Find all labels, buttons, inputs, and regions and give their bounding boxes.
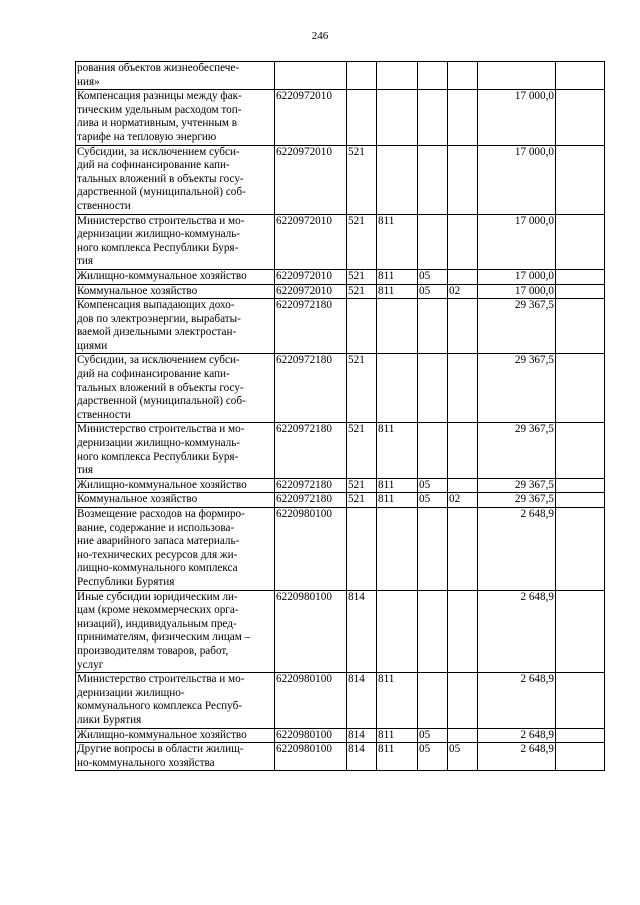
subsection-cell bbox=[448, 354, 478, 423]
section-cell bbox=[418, 214, 448, 269]
ministry-code-cell: 811 bbox=[377, 478, 418, 493]
expense-type-cell bbox=[347, 508, 377, 591]
expense-type-cell bbox=[347, 90, 377, 145]
expense-type-cell: 521 bbox=[347, 284, 377, 299]
expense-type-cell: 814 bbox=[347, 743, 377, 771]
amount-cell: 17 000,0 bbox=[478, 90, 556, 145]
ministry-code-cell: 811 bbox=[377, 269, 418, 284]
table-row bbox=[76, 493, 605, 508]
table-row bbox=[76, 590, 605, 673]
row-name-cell: Компенсация выпадающих дохо- дов по электроэнергии, вырабаты- ваемой дизельными электростан- циями bbox=[76, 299, 275, 354]
section-cell bbox=[418, 299, 448, 354]
row-name-cell: Министерство строительства и мо- дернизации жилищно-коммуналь- ного комплекса Республики Буря- тия bbox=[76, 214, 275, 269]
subsection-cell bbox=[448, 62, 478, 90]
amount-cell: 2 648,9 bbox=[478, 508, 556, 591]
target-code-cell: 6220972180 bbox=[275, 354, 347, 423]
table-row bbox=[76, 423, 605, 478]
ministry-code-cell: 811 bbox=[377, 423, 418, 478]
target-code-cell: 6220972180 bbox=[275, 423, 347, 478]
subsection-cell bbox=[448, 269, 478, 284]
extra-cell bbox=[556, 590, 605, 673]
subsection-cell bbox=[448, 145, 478, 214]
section-cell bbox=[418, 90, 448, 145]
ministry-code-cell bbox=[377, 590, 418, 673]
row-name-cell: Другие вопросы в области жилищ- но-коммунального хозяйства bbox=[76, 743, 275, 771]
table-row bbox=[76, 269, 605, 284]
target-code-cell: 6220972010 bbox=[275, 284, 347, 299]
subsection-cell bbox=[448, 508, 478, 591]
target-code-cell: 6220980100 bbox=[275, 743, 347, 771]
subsection-cell bbox=[448, 478, 478, 493]
target-code-cell: 6220972180 bbox=[275, 493, 347, 508]
subsection-cell bbox=[448, 214, 478, 269]
ministry-code-cell bbox=[377, 354, 418, 423]
target-code-cell: 6220972180 bbox=[275, 478, 347, 493]
ministry-code-cell bbox=[377, 508, 418, 591]
extra-cell bbox=[556, 62, 605, 90]
amount-cell: 29 367,5 bbox=[478, 478, 556, 493]
table-row bbox=[76, 62, 605, 90]
extra-cell bbox=[556, 728, 605, 743]
extra-cell bbox=[556, 743, 605, 771]
ministry-code-cell bbox=[377, 62, 418, 90]
section-cell bbox=[418, 508, 448, 591]
extra-cell bbox=[556, 478, 605, 493]
ministry-code-cell bbox=[377, 90, 418, 145]
target-code-cell: 6220980100 bbox=[275, 590, 347, 673]
row-name-cell: Субсидии, за исключением субси- дий на софинансирование капи- тальных вложений в объекты госу- дарственной (муниципальной) соб- ственности bbox=[76, 354, 275, 423]
table-row bbox=[76, 673, 605, 728]
amount-cell: 2 648,9 bbox=[478, 743, 556, 771]
section-cell bbox=[418, 354, 448, 423]
subsection-cell bbox=[448, 590, 478, 673]
row-name-cell: Субсидии, за исключением субси- дий на софинансирование капи- тальных вложений в объекты госу- дарственной (муниципальной) соб- ственности bbox=[76, 145, 275, 214]
extra-cell bbox=[556, 493, 605, 508]
expense-type-cell: 814 bbox=[347, 728, 377, 743]
amount-cell: 17 000,0 bbox=[478, 214, 556, 269]
subsection-cell bbox=[448, 728, 478, 743]
page-number: 246 bbox=[311, 30, 329, 42]
amount-cell: 29 367,5 bbox=[478, 423, 556, 478]
row-name-cell: Возмещение расходов на формиро- вание, содержание и использова- ние аварийного запаса материаль- но-технических ресурсов для жи- лищно-коммунального комплекса Республики Бурятия bbox=[76, 508, 275, 591]
section-cell bbox=[418, 673, 448, 728]
section-cell: 05 bbox=[418, 743, 448, 771]
table-row bbox=[76, 728, 605, 743]
ministry-code-cell bbox=[377, 145, 418, 214]
section-cell bbox=[418, 145, 448, 214]
target-code-cell bbox=[275, 62, 347, 90]
table-row bbox=[76, 284, 605, 299]
expense-type-cell bbox=[347, 62, 377, 90]
extra-cell bbox=[556, 299, 605, 354]
table-row bbox=[76, 508, 605, 591]
target-code-cell: 6220972010 bbox=[275, 214, 347, 269]
extra-cell bbox=[556, 673, 605, 728]
section-cell bbox=[418, 62, 448, 90]
table-row bbox=[76, 743, 605, 771]
target-code-cell: 6220980100 bbox=[275, 508, 347, 591]
subsection-cell: 05 bbox=[448, 743, 478, 771]
row-name-cell: Иные субсидии юридическим ли- цам (кроме некоммерческих орга- низаций), индивидуальным пред- принимателям, физическим лицам – производителям товаров, работ, услуг bbox=[76, 590, 275, 673]
amount-cell: 29 367,5 bbox=[478, 493, 556, 508]
row-name-cell: Компенсация разницы между фак- тическим удельным расходом топ- лива и нормативным, учтенным в тарифе на тепловую энергию bbox=[76, 90, 275, 145]
amount-cell: 2 648,9 bbox=[478, 728, 556, 743]
ministry-code-cell bbox=[377, 299, 418, 354]
budget-table-body bbox=[76, 62, 605, 771]
table-row bbox=[76, 354, 605, 423]
expense-type-cell: 521 bbox=[347, 354, 377, 423]
expense-type-cell: 521 bbox=[347, 478, 377, 493]
ministry-code-cell: 811 bbox=[377, 493, 418, 508]
expense-type-cell bbox=[347, 299, 377, 354]
row-name-cell: Министерство строительства и мо- дернизации жилищно- коммунального комплекса Респуб- лики Бурятия bbox=[76, 673, 275, 728]
extra-cell bbox=[556, 423, 605, 478]
expense-type-cell: 521 bbox=[347, 214, 377, 269]
row-name-cell: рования объектов жизнеобеспече- ния» bbox=[76, 62, 275, 90]
ministry-code-cell: 811 bbox=[377, 673, 418, 728]
amount-cell: 17 000,0 bbox=[478, 269, 556, 284]
row-name-cell: Коммунальное хозяйство bbox=[76, 493, 275, 508]
expense-type-cell: 521 bbox=[347, 423, 377, 478]
amount-cell: 2 648,9 bbox=[478, 673, 556, 728]
target-code-cell: 6220972010 bbox=[275, 145, 347, 214]
section-cell bbox=[418, 590, 448, 673]
section-cell: 05 bbox=[418, 493, 448, 508]
table-row bbox=[76, 478, 605, 493]
target-code-cell: 6220972010 bbox=[275, 90, 347, 145]
table-row bbox=[76, 214, 605, 269]
amount-cell: 29 367,5 bbox=[478, 299, 556, 354]
extra-cell bbox=[556, 354, 605, 423]
target-code-cell: 6220980100 bbox=[275, 673, 347, 728]
row-name-cell: Жилищно-коммунальное хозяйство bbox=[76, 269, 275, 284]
subsection-cell: 02 bbox=[448, 284, 478, 299]
target-code-cell: 6220972010 bbox=[275, 269, 347, 284]
table-row bbox=[76, 90, 605, 145]
extra-cell bbox=[556, 284, 605, 299]
row-name-cell: Министерство строительства и мо- дернизации жилищно-коммуналь- ного комплекса Республики Буря- тия bbox=[76, 423, 275, 478]
subsection-cell bbox=[448, 673, 478, 728]
expense-type-cell: 521 bbox=[347, 493, 377, 508]
expense-type-cell: 521 bbox=[347, 145, 377, 214]
row-name-cell: Коммунальное хозяйство bbox=[76, 284, 275, 299]
ministry-code-cell: 811 bbox=[377, 728, 418, 743]
ministry-code-cell: 811 bbox=[377, 284, 418, 299]
amount-cell: 29 367,5 bbox=[478, 354, 556, 423]
table-row bbox=[76, 145, 605, 214]
amount-cell bbox=[478, 62, 556, 90]
ministry-code-cell: 811 bbox=[377, 743, 418, 771]
extra-cell bbox=[556, 269, 605, 284]
extra-cell bbox=[556, 214, 605, 269]
subsection-cell: 02 bbox=[448, 493, 478, 508]
expense-type-cell: 521 bbox=[347, 269, 377, 284]
subsection-cell bbox=[448, 90, 478, 145]
subsection-cell bbox=[448, 423, 478, 478]
amount-cell: 17 000,0 bbox=[478, 284, 556, 299]
amount-cell: 17 000,0 bbox=[478, 145, 556, 214]
budget-table bbox=[75, 61, 605, 771]
section-cell: 05 bbox=[418, 269, 448, 284]
row-name-cell: Жилищно-коммунальное хозяйство bbox=[76, 728, 275, 743]
section-cell: 05 bbox=[418, 728, 448, 743]
section-cell: 05 bbox=[418, 284, 448, 299]
section-cell bbox=[418, 423, 448, 478]
amount-cell: 2 648,9 bbox=[478, 590, 556, 673]
row-name-cell: Жилищно-коммунальное хозяйство bbox=[76, 478, 275, 493]
extra-cell bbox=[556, 90, 605, 145]
extra-cell bbox=[556, 145, 605, 214]
extra-cell bbox=[556, 508, 605, 591]
subsection-cell bbox=[448, 299, 478, 354]
expense-type-cell: 814 bbox=[347, 673, 377, 728]
section-cell: 05 bbox=[418, 478, 448, 493]
ministry-code-cell: 811 bbox=[377, 214, 418, 269]
target-code-cell: 6220980100 bbox=[275, 728, 347, 743]
target-code-cell: 6220972180 bbox=[275, 299, 347, 354]
table-row bbox=[76, 299, 605, 354]
expense-type-cell: 814 bbox=[347, 590, 377, 673]
